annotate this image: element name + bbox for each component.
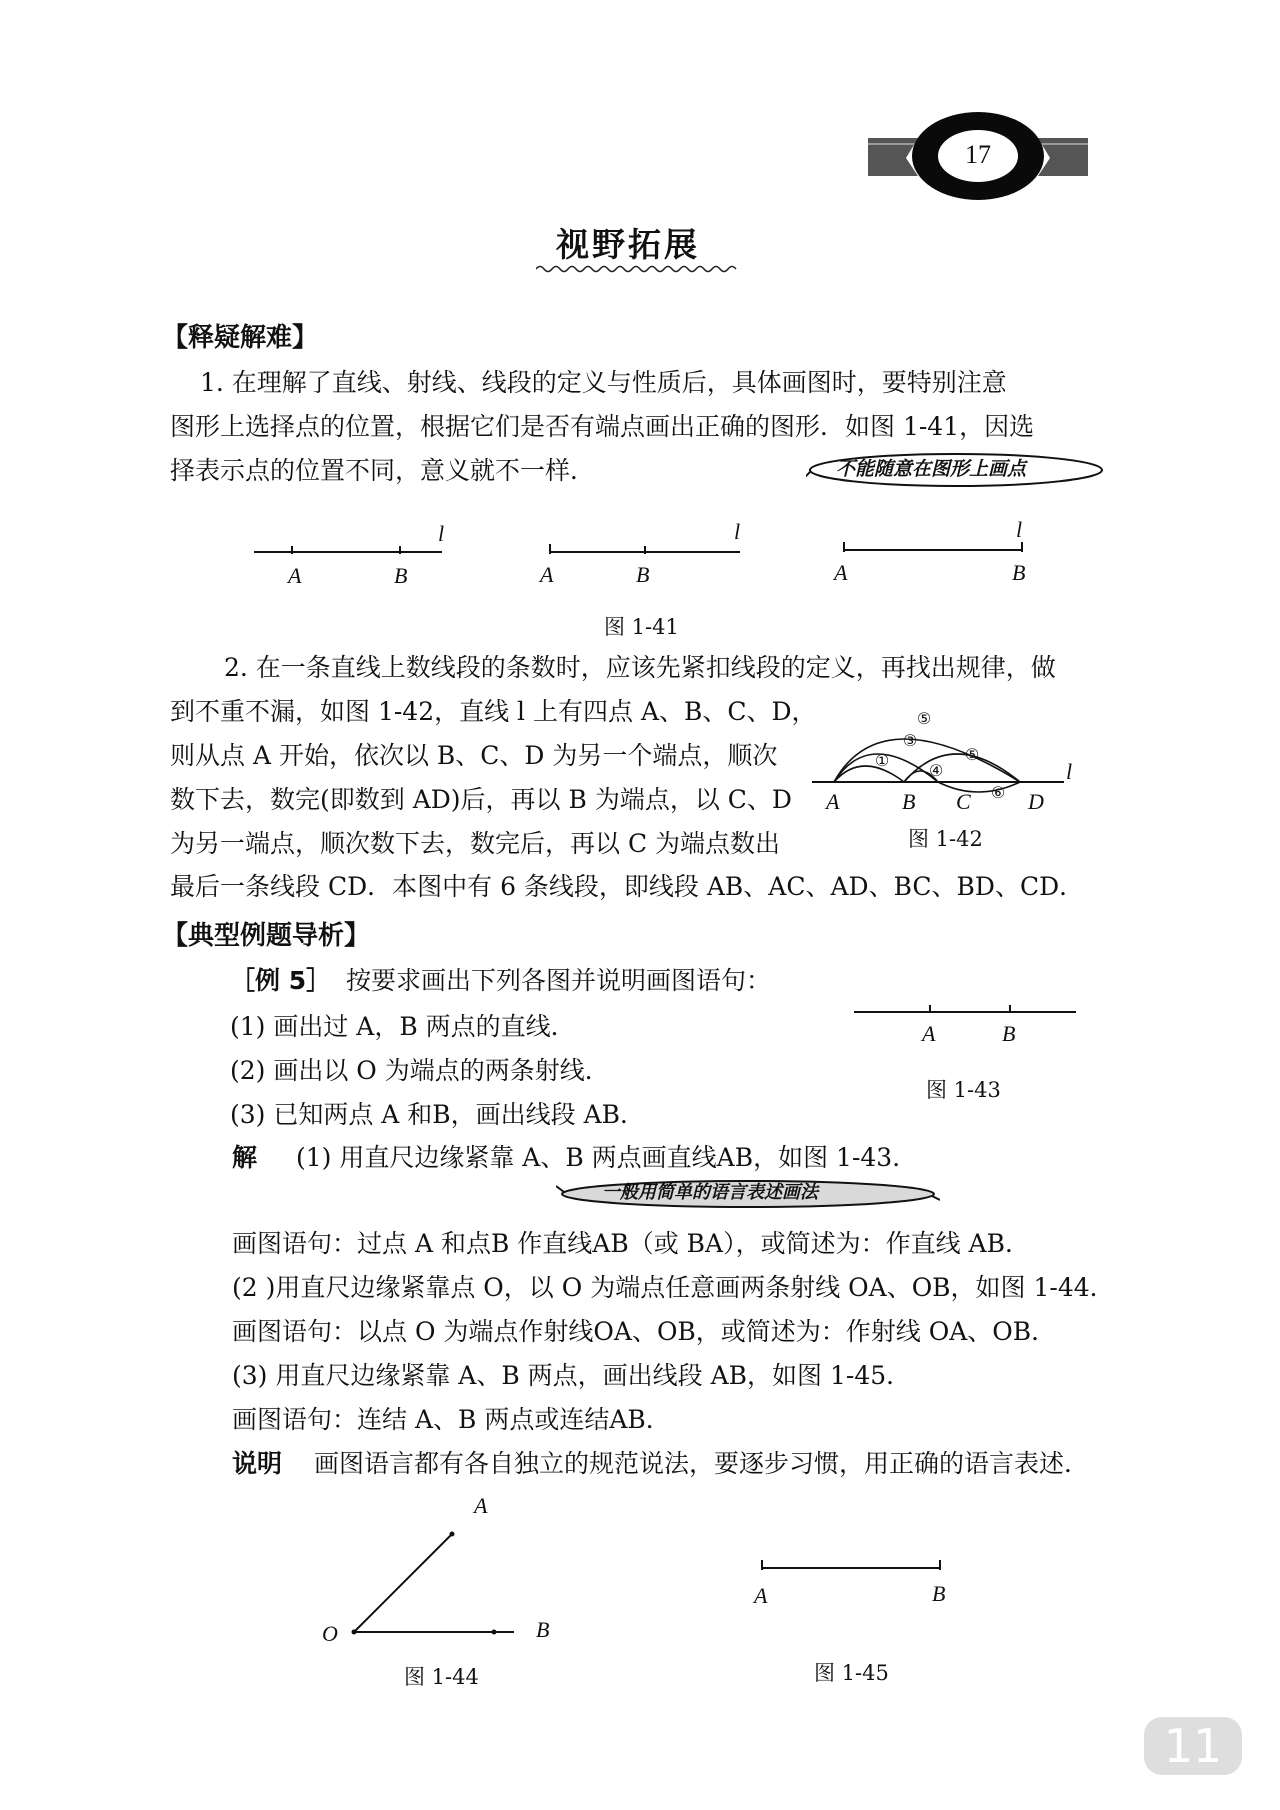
fig144-label-a: A [474, 1493, 488, 1518]
fig145-label-a: A [754, 1583, 768, 1608]
remark-label: 说明 [232, 1449, 283, 1478]
example-text: 按要求画出下列各图并说明画图语句： [346, 966, 772, 995]
fig141-caption: 图 1-41 [604, 615, 679, 639]
fig142-label-a: A [826, 789, 840, 814]
fig141-label-a1: A [288, 563, 302, 588]
arc-number-1: ① [874, 751, 890, 770]
fig144-label-b: B [536, 1617, 550, 1642]
example-label: ［例 5］ [230, 966, 332, 995]
fig143-label-a: A [922, 1021, 936, 1046]
fig142-label-c: C [956, 789, 971, 814]
section-heading-examples: 【典型例题导析】 [162, 921, 371, 951]
fig141-label-l2: l [734, 519, 741, 544]
para2-line1: 2. 在一条直线上数线段的条数时，应该先紧扣线段的定义，再找出规律，做 [224, 653, 1056, 682]
para1-line1: 1. 在理解了直线、射线、线段的定义与性质后，具体画图时，要特别注意 [200, 368, 1007, 397]
para2-line5: 为另一端点，顺次数下去，数完后，再以 C 为端点数出 [170, 829, 781, 858]
fig144-label-o: O [322, 1621, 338, 1646]
task-2: (2) 画出以 O 为端点的两条射线． [230, 1056, 610, 1085]
fig141-label-a3: A [834, 560, 848, 585]
fig143-caption: 图 1-43 [926, 1078, 1001, 1102]
note-callout-2-text: 一般用简单的语言表述画法 [602, 1182, 818, 1203]
fig142-label-b: B [902, 789, 916, 814]
fig141-label-a2: A [540, 562, 554, 587]
solution-line-2: (2 )用直尺边缘紧靠点 O，以 O 为端点任意画两条射线 OA、OB，如图 1-44． [232, 1273, 1115, 1302]
para2-line2: 到不重不漏，如图 1-42，直线 l 上有四点 A、B、C、D， [170, 697, 817, 726]
solution-line-3: 画图语句：以点 O 为端点作射线OA、OB，或简述为：作射线 OA、OB． [232, 1317, 1057, 1346]
fig144-caption: 图 1-44 [404, 1665, 479, 1689]
task-3: (3) 已知两点 A 和B，画出线段 AB． [230, 1100, 646, 1129]
fig143-label-b: B [1002, 1021, 1016, 1046]
arc-number-6: ⑥ [990, 783, 1006, 802]
solution-label: 解 [232, 1143, 258, 1172]
para2-line6: 最后一条线段 CD．本图中有 6 条线段，即线段 AB、AC、AD、BC、BD、CD． [170, 872, 1085, 901]
title-underline [536, 264, 740, 274]
arc-number-5: ⑤ [964, 745, 980, 764]
arc-number-3: ⑤ [916, 709, 932, 728]
fig145-caption: 图 1-45 [814, 1661, 889, 1685]
viewer-page-indicator: 11 [1144, 1717, 1242, 1775]
fig141-label-b3: B [1012, 560, 1026, 585]
figure-1-43 [852, 1000, 1082, 1024]
figure-1-42 [812, 702, 1080, 802]
fig145-label-b: B [932, 1581, 946, 1606]
page-number: 17 [965, 140, 991, 169]
figure-1-41 [240, 517, 1140, 590]
section-heading-explanations: 【释疑解难】 [162, 323, 319, 353]
fig141-label-l3: l [1016, 517, 1023, 542]
para2-line4: 数下去，数完(即数到 AD)后，再以 B 为端点，以 C、D [170, 785, 792, 814]
fig142-label-l: l [1066, 759, 1073, 784]
arc-number-4: ④ [928, 761, 944, 780]
page-title: 视野拓展 [556, 225, 700, 264]
fig141-label-b2: B [636, 562, 650, 587]
para1-line2: 图形上选择点的位置，根据它们是否有端点画出正确的图形．如图 1-41，因选 [170, 412, 1035, 441]
task-1: (1) 画出过 A，B 两点的直线． [230, 1012, 576, 1041]
para1-line3: 择表示点的位置不同，意义就不一样． [170, 456, 596, 485]
fig142-caption: 图 1-42 [908, 827, 983, 851]
remark-text: 画图语言都有各自独立的规范说法，要逐步习惯，用正确的语言表述． [314, 1449, 1090, 1478]
solution-line-5: 画图语句：连结 A、B 两点或连结AB． [232, 1405, 671, 1434]
fig141-label-l1: l [438, 521, 445, 546]
solution-line-4: (3) 用直尺边缘紧靠 A、B 两点，画出线段 AB，如图 1-45． [232, 1361, 912, 1390]
fig141-label-b1: B [394, 563, 408, 588]
note-callout-text: 不能随意在图形上画点 [836, 458, 1027, 480]
figure-1-45 [756, 1556, 946, 1580]
para2-line3: 则从点 A 开始，依次以 B、C、D 为另一个端点，顺次 [170, 741, 778, 770]
solution-step-1: (1) 用直尺边缘紧靠 A、B 两点画直线AB，如图 1-43． [296, 1143, 918, 1172]
arc-number-2: ③ [902, 731, 918, 750]
fig142-label-d: D [1028, 789, 1044, 814]
solution-line-1: 画图语句：过点 A 和点B 作直线AB（或 BA），或简述为：作直线 AB． [232, 1229, 1030, 1258]
